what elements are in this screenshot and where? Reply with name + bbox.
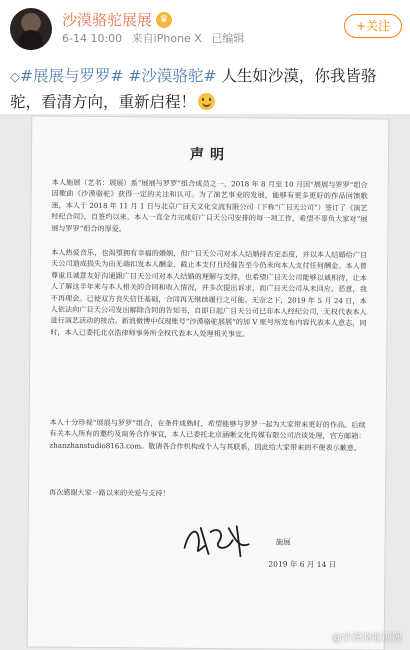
- post-meta: [62, 32, 250, 46]
- document-title: 声明: [189, 146, 231, 164]
- post-image[interactable]: [0, 114, 410, 650]
- topic-diamond-icon: ◇: [10, 70, 20, 85]
- user-name[interactable]: 沙漠骆驼展展: [62, 11, 153, 29]
- user-name-row: [62, 10, 172, 30]
- post-text: [10, 64, 402, 114]
- smile-icon: [198, 93, 215, 110]
- post-date: 6-14 10:00: [62, 32, 123, 45]
- hashtag-zhanzhan-luoluo[interactable]: #展展与罗罗#: [20, 67, 124, 85]
- follow-button[interactable]: +关注: [344, 14, 402, 38]
- document-paragraph-4: 再次感谢大家一路以来的关爱与支持！: [49, 487, 170, 498]
- post-header: [0, 0, 410, 56]
- document-date: 2019 年 6 月 14 日: [268, 559, 337, 570]
- image-watermark: @沙漠骆驼展展: [332, 633, 402, 644]
- avatar[interactable]: [10, 8, 52, 50]
- document-paragraph-2: 本人热爱音乐，也渴望拥有幸福的婚姻，但广目天公司对本人结婚持否定态度，并以本人结婚给广目天公司造成损失为由无端扣发本人酬金，截止本支付且经催告至今仍未向本人支付任何酬金。本人曾尊重且诚意友好沟通跟广目天公司对本人结婚的理解与支持，也希望广目天公司能够以诚相待，让本人了解这半年来与本人相关的合同和收入情况，并多次提出诉求，而广目天公司从未回应，恶意，我不再理会。已使双方丧失信任基础，合同再无继续履行之可能。无奈之下，2019 年 5 月 24 日，本人依法向广目天公司发出解除合同的告知书，自即日起广目天公司已非本人经纪公司，无权代表本人进行演艺活动的接洽。新浪微博中仅现账号“沙漠骆驼展展”的加 V 账号所发布内容代表本人意志，同时，本人已委托北京浩律师事务所全权代表本人处理相关事宜。: [50, 247, 368, 339]
- vip-crown-icon[interactable]: ♛: [156, 12, 172, 28]
- post-source: 来自iPhone X: [131, 32, 202, 45]
- hashtag-desert-camel[interactable]: #沙漠骆驼#: [128, 67, 217, 85]
- signature-name: 施展: [275, 537, 291, 547]
- post-body: 人生如沙漠，你我皆骆驼，看清方向，重新启程！: [10, 67, 377, 111]
- statement-document: [28, 116, 389, 649]
- edited-label: 已编辑: [211, 32, 245, 45]
- handwritten-signature: [178, 518, 258, 561]
- document-paragraph-3: 本人十分珍视“展展与罗罗”组合，在条件成熟时，希望能够与罗罗一起为大家带来更好的作品。后续有关本人所有的邀约及商务合作事宜，本人已委托北京涵晰文化传媒有限公司洽谈处理，官方邮箱：zhanzhanstudio8163.com。敬请各合作机构或个人与其联系，因此给大家带来的不便表示歉意。: [49, 417, 366, 453]
- document-paragraph-1: 本人施展（艺名：展展）系“展展与罗罗”组合成员之一，2018 年 8 月至 10 月因“展展与罗罗”组合因歌曲《沙漠骆驼》获得一定的关注和认可。为了演艺事业的发展，能够有更多更好的作品回馈歌迷，本人于 2018 年 11 月 1 日与北京广目天文化交流有限公司（下称“广目天公司”）签订了《演艺经纪合同》，自签约以来，本人一直全力完成好广目天公司安排的每一项工作，希望不辜负大家对“展展与罗罗”组合的厚爱。: [51, 177, 368, 233]
